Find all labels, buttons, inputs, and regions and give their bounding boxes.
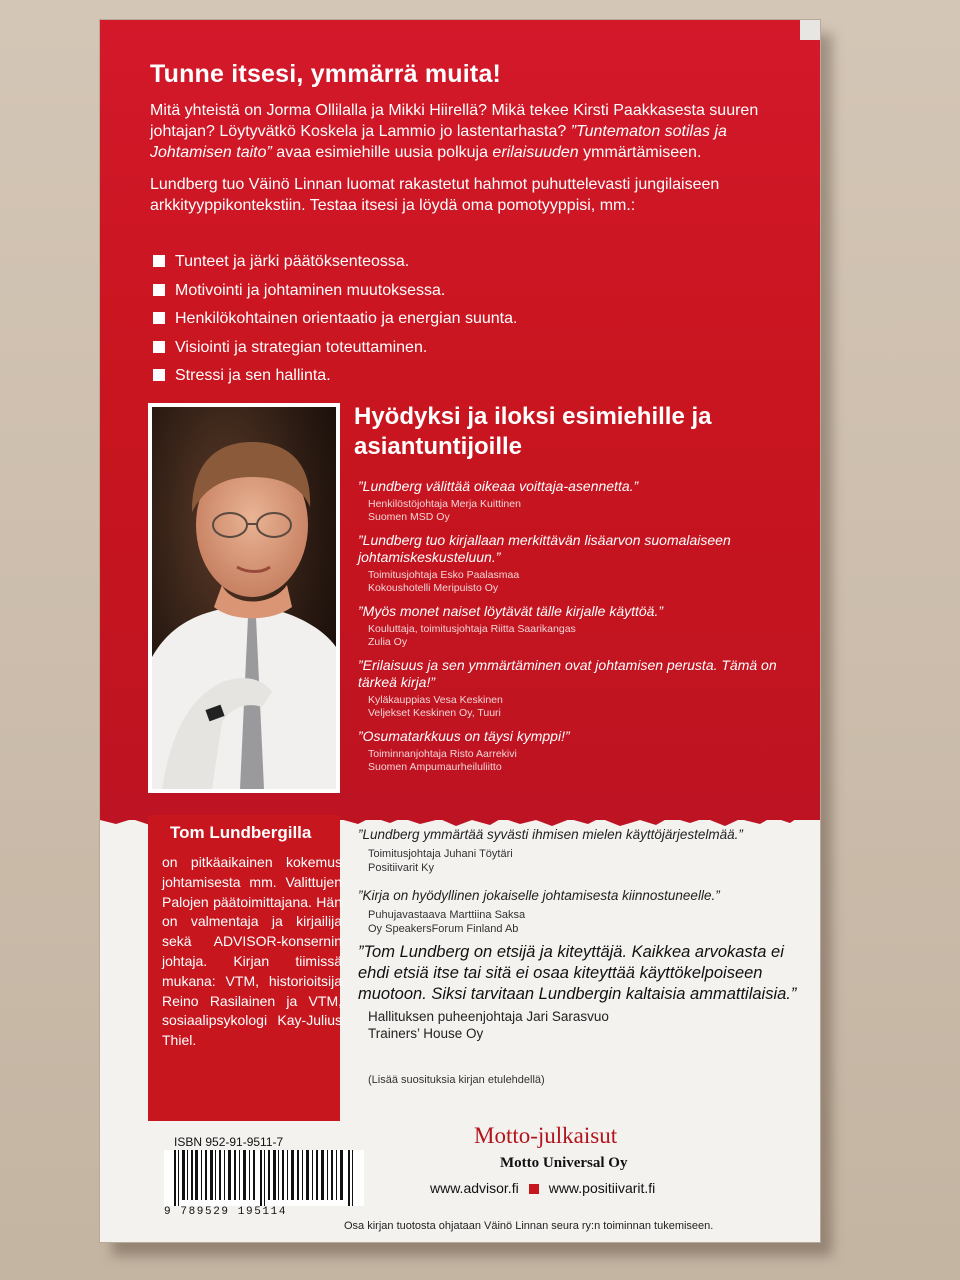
featured-quote-text: ”Tom Lundberg on etsijä ja kiteyttäjä. Kaikkea arvokasta ei ehdi etsiä itse tai sitä ei osaa kiteyttää käyttökelpoiseen muotoon. Siksi tarvitaan Lundbergin kaltaisia ammattilaisia.”	[358, 943, 797, 1003]
footer-note: Osa kirjan tuotosta ohjataan Väinö Linnan seura ry:n toiminnan tukemiseen.	[344, 1220, 714, 1232]
website-positiivarit: www.positiivarit.fi	[548, 1180, 656, 1196]
list-item: Tunteet ja järki päätöksenteossa.	[150, 252, 750, 281]
list-item: Motivointi ja johtaminen muutoksessa.	[150, 281, 750, 310]
list-item: Visiointi ja strategian toteuttaminen.	[150, 338, 750, 367]
author-info-box	[148, 815, 340, 1121]
quote-source: Kyläkauppias Vesa Keskinen Veljekset Keskinen Oy, Tuuri	[368, 694, 503, 719]
quote-source: Henkilöstöjohtaja Merja Kuittinen Suomen MSD Oy	[368, 498, 521, 523]
author-bio: on pitkäaikainen kokemus johtamisesta mm. Valittujen Palojen päätoimittajana. Hän on valmentaja ja kirjailija sekä ADVISOR-konsernin johtaja. Kirjan tiimissä mukana: VTM, historioitsija Reino Rasilainen ja VTM, sosiaalipsykologi Kay-Julius Thiel.	[162, 854, 342, 1049]
intro-paragraph-2: Lundberg tuo Väinö Linnan luomat rakastetut hahmot puhuttelevasti jungilaiseen arkkityyppikontekstiin. Testaa itsesi ja löydä oma pomotyyppisi, mm.:	[150, 176, 720, 214]
white-quotes	[358, 826, 798, 948]
website-advisor: www.advisor.fi	[430, 1180, 519, 1196]
company-name: Motto Universal Oy	[500, 1155, 628, 1171]
quote-text: ”Lundberg ymmärtää syvästi ihmisen mielen käyttöjärjestelmää.”	[358, 827, 743, 842]
corner-sticker	[800, 20, 820, 40]
list-item: Henkilökohtainen orientaatio ja energian suunta.	[150, 309, 750, 338]
quote-text: ”Lundberg välittää oikeaa voittaja-asennetta.”	[358, 478, 639, 494]
list-item: Stressi ja sen hallinta.	[150, 366, 750, 395]
more-recommendations-note: (Lisää suosituksia kirjan etulehdellä)	[368, 1074, 545, 1086]
recommendations-heading: Hyödyksi ja iloksi esimiehille ja asiantuntijoille	[354, 403, 712, 460]
book-back-cover	[100, 20, 820, 1242]
intro-paragraph-1: Mitä yhteistä on Jorma Ollilalla ja Mikki Hiirellä? Mikä tekee Kirsti Paakkasesta suuren johtajan? Löytyvätkö Koskela ja Lammio jo lastentarhasta? ”Tuntematon sotilas ja Johtamisen taito” avaa esimiehille uusia polkuja erilaisuuden ymmärtämiseen.	[150, 102, 759, 161]
websites	[430, 1180, 655, 1196]
quote-item	[358, 603, 798, 649]
quote-text: ”Lundberg tuo kirjallaan merkittävän lisäarvon suomalaiseen johtamiskeskusteluun.”	[358, 532, 731, 565]
author-name: Tom Lundbergilla	[170, 823, 312, 842]
isbn-label: ISBN 952-91-9511-7	[174, 1135, 284, 1149]
quote-text: ”Kirja on hyödyllinen jokaiselle johtamisesta kiinnostuneelle.”	[358, 888, 720, 903]
quote-item	[358, 478, 798, 524]
square-bullet-icon	[153, 369, 165, 381]
quote-source: Toiminnanjohtaja Risto Aarrekivi Suomen Ampumaurheiluliitto	[368, 748, 517, 773]
square-separator-icon	[529, 1184, 539, 1194]
quote-source: Toimitusjohtaja Juhani Töytäri Positiivarit Ky	[368, 848, 513, 874]
author-portrait-image	[152, 407, 336, 789]
barcode-icon	[164, 1150, 364, 1206]
featured-quote	[358, 942, 798, 1042]
quote-item	[358, 532, 798, 595]
quote-item	[358, 657, 798, 720]
intro-text	[150, 100, 790, 227]
topic-list	[150, 252, 750, 395]
headline: Tunne itsesi, ymmärrä muita!	[150, 60, 502, 88]
featured-quote-source: Hallituksen puheenjohtaja Jari Sarasvuo Trainers’ House Oy	[368, 1009, 609, 1041]
square-bullet-icon	[153, 255, 165, 267]
quote-item	[358, 728, 798, 774]
square-bullet-icon	[153, 284, 165, 296]
publisher-name: Motto-julkaisut	[474, 1123, 618, 1148]
red-quotes	[358, 478, 798, 782]
square-bullet-icon	[153, 312, 165, 324]
quote-source: Kouluttaja, toimitusjohtaja Riitta Saarikangas Zulia Oy	[368, 623, 576, 648]
quote-item	[358, 887, 798, 936]
quote-text: ”Myös monet naiset löytävät tälle kirjalle käyttöä.”	[358, 603, 664, 619]
author-photo	[148, 403, 340, 793]
square-bullet-icon	[153, 341, 165, 353]
quote-text: ”Erilaisuus ja sen ymmärtäminen ovat johtamisen perusta. Tämä on tärkeä kirja!”	[358, 657, 777, 690]
barcode-digits: 9 789529 195114	[164, 1206, 288, 1218]
quote-item	[358, 826, 798, 875]
quote-source: Puhujavastaava Marttiina Saksa Oy SpeakersForum Finland Ab	[368, 909, 526, 935]
quote-source: Toimitusjohtaja Esko Paalasmaa Kokoushotelli Meripuisto Oy	[368, 569, 520, 594]
quote-text: ”Osumatarkkuus on täysi kymppi!”	[358, 728, 570, 744]
